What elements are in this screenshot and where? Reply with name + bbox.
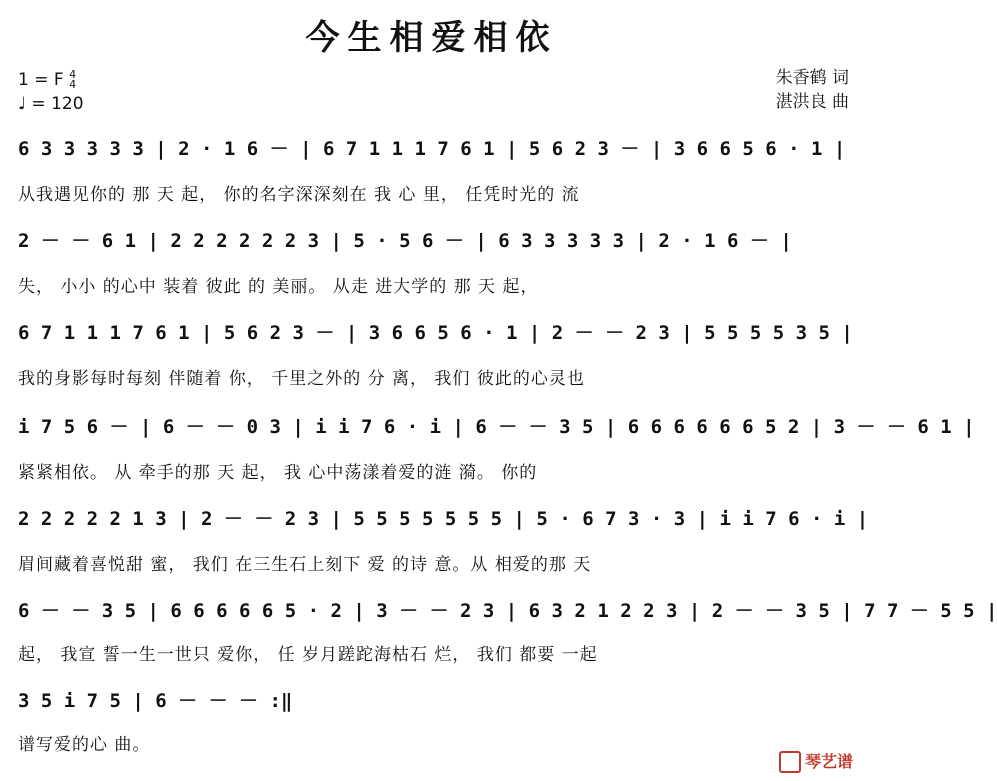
time-top: 4 <box>69 68 77 81</box>
notes-line-4: i 7 5 6 － | 6 － － 0 3 | i i 7 6 · i | 6 － － 3 5 | 6 6 6 6 6 6 5 2 | 3 － － 6 1 | <box>18 416 975 438</box>
lyrics-line-4: 紧紧相依。 从 牵手的那 天 起， 我 心中荡漾着爱的涟 漪。 你的 <box>18 463 538 483</box>
notes-line-5: 2 2 2 2 2 1 3 | 2 － － 2 3 | 5 5 5 5 5 5 5 | 5 · 6 7 3 · 3 | i i 7 6 · i | <box>18 508 869 530</box>
song-title: 今生相爱相依 <box>305 18 558 58</box>
lyrics-line-6: 起， 我宣 誓一生一世只 爱你， 任 岁月蹉跎海枯石 烂， 我们 都要 一起 <box>18 645 598 665</box>
credits-block <box>776 66 849 114</box>
composer-credit: 湛洪良 曲 <box>775 92 849 112</box>
lyrics-line-5: 眉间藏着喜悦甜 蜜， 我们 在三生石上刻下 爱 的诗 意。从 相爱的那 天 <box>18 555 592 575</box>
notes-line-3: 6 7 1 1 1 7 6 1 | 5 6 2 3 － | 3 6 6 5 6 · 1 | 2 － － 2 3 | 5 5 5 5 3 5 | <box>18 322 853 344</box>
site-watermark <box>779 749 853 774</box>
lyrics-line-2: 失， 小小 的心中 装着 彼此 的 美丽。 从走 进大学的 那 天 起， <box>18 277 539 297</box>
key-label: 1 = F <box>18 70 64 90</box>
lyrics-line-1: 从我遇见你的 那 天 起， 你的名字深深刻在 我 心 里， 任凭时光的 流 <box>18 185 580 205</box>
notes-line-6: 6 － － 3 5 | 6 6 6 6 6 5 · 2 | 3 － － 2 3 | 6 3 2 1 2 2 3 | 2 － － 3 5 | 7 7 － 5 5 | <box>18 600 997 622</box>
key-tempo-block <box>18 68 84 116</box>
lyrics-line-3: 我的身影每时每刻 伴随着 你， 千里之外的 分 离， 我们 彼此的心灵也 <box>18 369 585 389</box>
notes-line-2: 2 － － 6 1 | 2 2 2 2 2 2 3 | 5 · 5 6 － | 6 3 3 3 3 3 | 2 · 1 6 － | <box>18 230 792 252</box>
time-bottom: 4 <box>69 78 77 91</box>
tempo-marking: ♩ = 120 <box>18 94 84 114</box>
lyrics-line-7: 谱写爱的心 曲。 <box>18 735 151 755</box>
time-signature <box>69 70 76 90</box>
watermark-logo-icon <box>779 751 801 773</box>
watermark-text: 琴艺谱 <box>804 751 853 771</box>
notes-line-1: 6 3 3 3 3 3 | 2 · 1 6 － | 6 7 1 1 1 7 6 1 | 5 6 2 3 － | 3 6 6 5 6 · 1 | <box>18 138 846 160</box>
key-signature <box>18 68 84 92</box>
lyricist-credit: 朱香鹤 词 <box>775 68 849 88</box>
notes-line-7: 3 5 i 7 5 | 6 － － － :‖ <box>18 690 293 712</box>
